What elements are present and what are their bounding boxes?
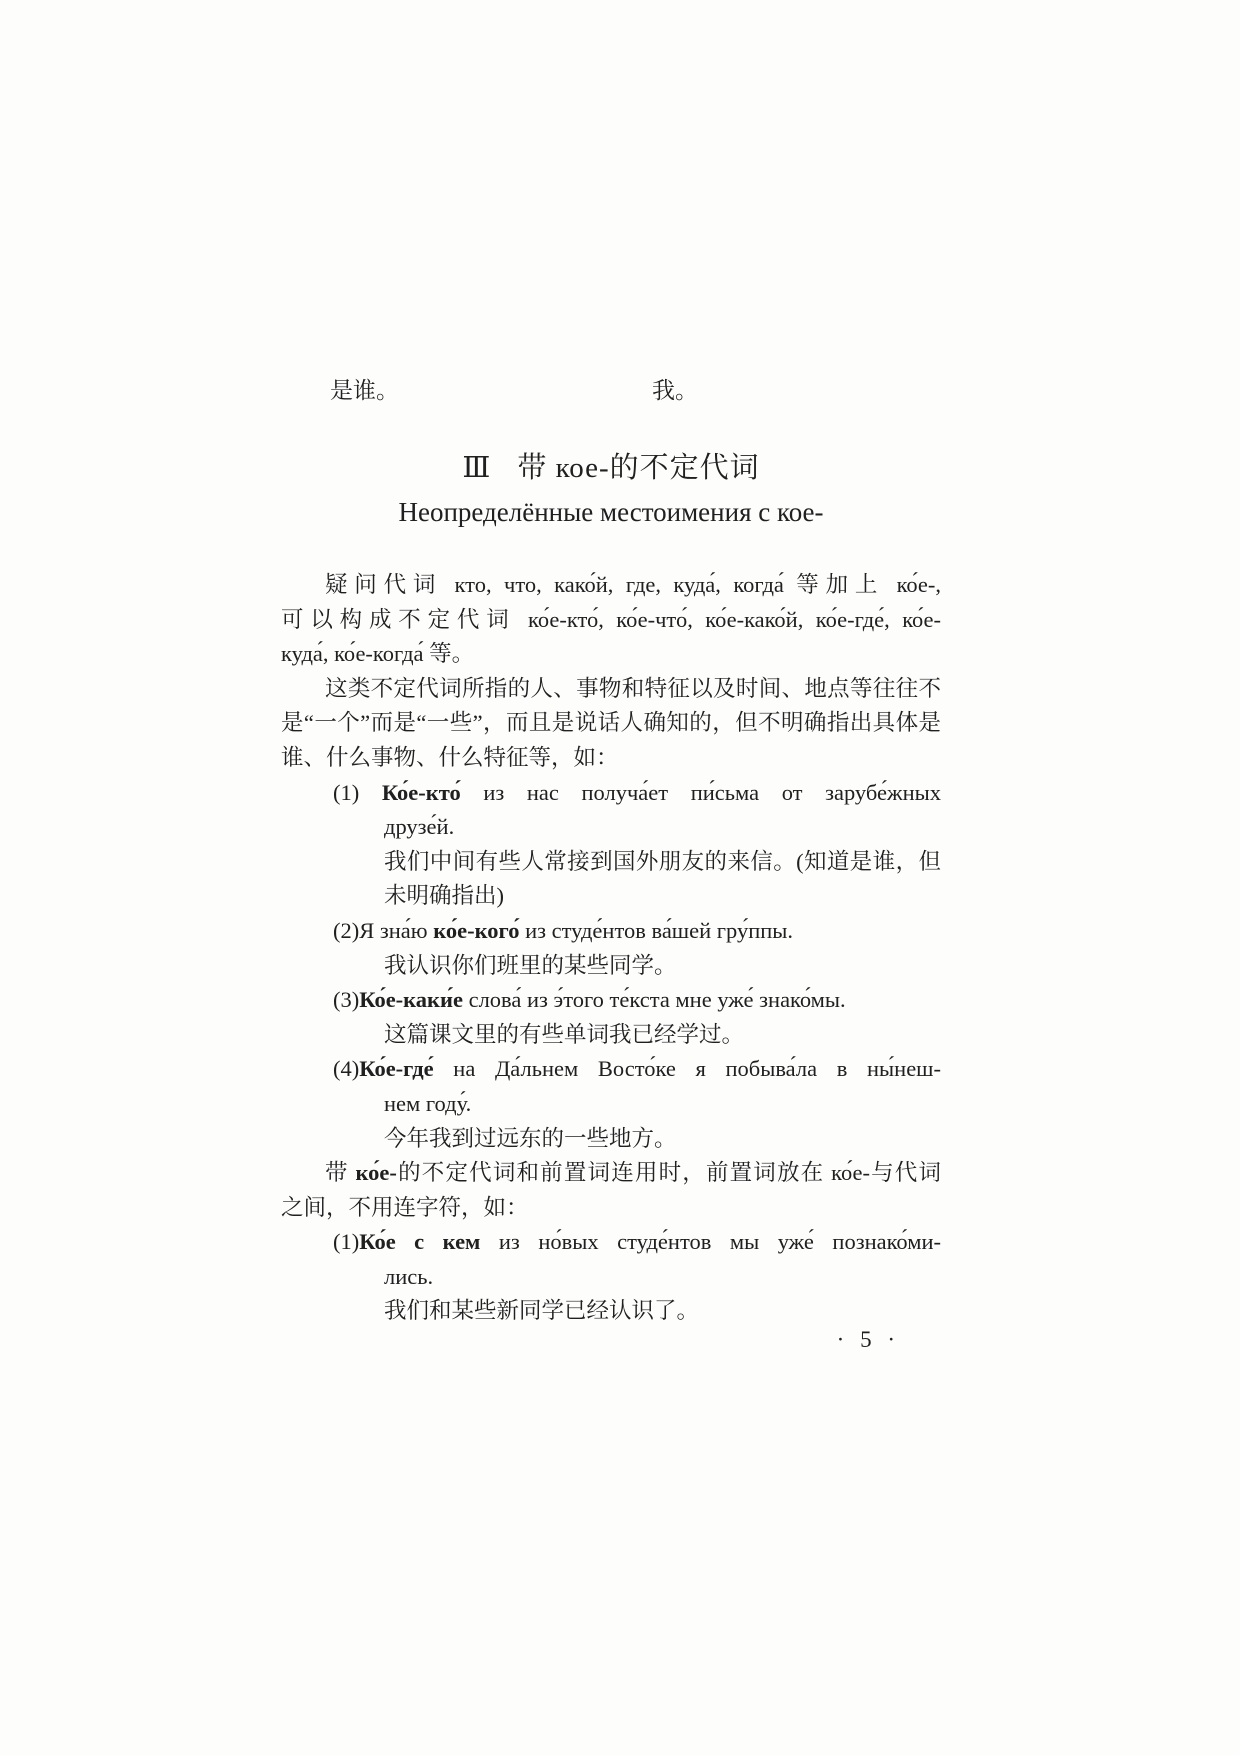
text-line: 可以构成不定代词 ко́е-кто́, ко́е-что́, ко́е-како́й, ко́е-где́, ко́е- (281, 606, 941, 632)
text-line: 这篇课文里的有些单词我已经学过。 (384, 1021, 745, 1047)
text-line: (1)Ко́е с кем из но́вых студе́нтов мы уже́ познако́ми- (333, 1229, 941, 1255)
text-line: 之间，不用连字符，如： (281, 1194, 529, 1220)
text-line: нем году́. (384, 1090, 472, 1116)
page-number: · 5 · (836, 1327, 895, 1352)
text-line: 这类不定代词所指的人、事物和特征以及时间、地点等往往不 (325, 675, 941, 701)
section-heading (281, 450, 941, 486)
text-line: 疑问代词 кто, что, како́й, где, куда́, когда́ 等加上 ко́е-, (325, 572, 941, 597)
text-line: (2)Я зна́ю ко́е-кого́ из студе́нтов ва́шей гру́ппы. (333, 917, 794, 943)
section-subtitle: Неопределённые местоимения с кое- (398, 497, 824, 527)
section-title: 带 кое-的不定代词 (517, 452, 760, 484)
text-line: 我们中间有些人常接到国外朋友的来信。(知道是谁，但 (384, 848, 941, 874)
text-line: 谁、什么事物、什么特征等，如： (281, 744, 619, 770)
body-lines (281, 568, 941, 1329)
text-line: 未明确指出) (384, 883, 504, 909)
text-line: 今年我到过远东的一些地方。 (384, 1125, 677, 1151)
text-line: (4)Ко́е-где́ на Да́льнем Восто́ке я побыва́ла в ны́неш- (333, 1056, 941, 1082)
text-line: (1) Ко́е-кто́ из нас получа́ет пи́сьма от зарубе́жных (333, 779, 941, 805)
text-line: куда́, ко́е-когда́ 等。 (281, 641, 475, 667)
previous-section-tail (281, 372, 941, 407)
text-line: друзе́й. (384, 814, 455, 840)
text-line: 带 ко́е-的不定代词和前置词连用时，前置词放在 ко́е-与代词 (325, 1160, 941, 1186)
fragment-left: 是谁。 (330, 378, 399, 403)
fragment-right: 我。 (652, 378, 698, 403)
text-line: 我们和某些新同学已经认识了。 (384, 1298, 700, 1324)
text-line: лись. (384, 1263, 434, 1289)
text-line: (3)Ко́е-каки́е слова́ из э́того те́кста мне уже́ знако́мы. (333, 987, 846, 1013)
text-line: 是“一个”而是“一些”，而且是说话人确知的，但不明确指出具体是 (281, 710, 941, 736)
section-numeral: Ⅲ (462, 452, 492, 484)
text-line: 我认识你们班里的某些同学。 (384, 952, 677, 978)
